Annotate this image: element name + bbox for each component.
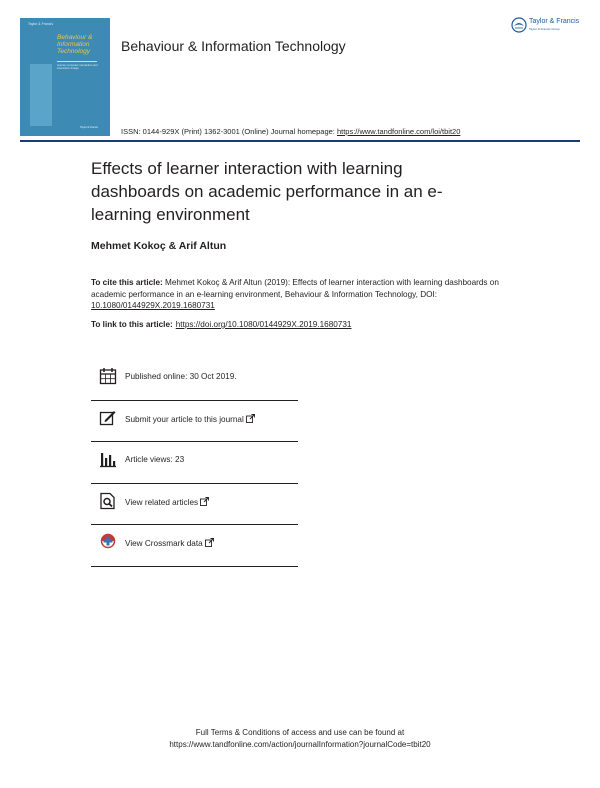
crossmark-text: View Crossmark data — [125, 539, 203, 548]
related-articles-row[interactable] — [91, 484, 298, 526]
calendar-icon — [99, 367, 117, 385]
citation-label: To cite this article: — [91, 278, 163, 287]
related-articles-link[interactable] — [125, 497, 209, 507]
link-label: To link to this article: — [91, 320, 173, 329]
related-articles-icon — [99, 492, 117, 510]
submit-edit-icon — [99, 409, 117, 427]
article-info-list — [91, 359, 298, 567]
citation-block — [91, 277, 511, 312]
journal-name: Behaviour & Information Technology — [121, 38, 346, 54]
cover-subtitle: Human-computer interaction and interaction design — [57, 63, 98, 71]
article-link-line — [91, 320, 351, 329]
publisher-logo[interactable] — [511, 16, 583, 36]
journal-cover-image — [20, 18, 110, 136]
article-authors: Mehmet Kokoç & Arif Altun — [91, 240, 227, 252]
crossmark-link[interactable] — [125, 538, 214, 548]
doi-link[interactable]: 10.1080/0144929X.2019.1680731 — [91, 301, 215, 310]
bar-chart-icon — [99, 450, 117, 468]
article-views-row — [91, 442, 298, 484]
journal-homepage-link[interactable]: https://www.tandfonline.com/loi/tbit20 — [336, 127, 461, 136]
cover-rule — [57, 61, 97, 62]
cover-top-text: Taylor & Francis — [28, 22, 54, 26]
related-articles-text: View related articles — [125, 497, 199, 507]
issn-text: ISSN: 0144-929X (Print) 1362-3001 (Online) Journal homepage: — [121, 127, 337, 136]
external-link-icon — [246, 414, 255, 423]
publisher-logo-icon — [511, 17, 527, 33]
cover-title: Behaviour & Information Technology — [57, 34, 93, 55]
issn-line — [121, 127, 460, 136]
submit-article-link[interactable] — [125, 414, 255, 424]
external-link-icon — [205, 538, 214, 547]
crossmark-row[interactable] — [91, 525, 298, 567]
terms-footer-url[interactable]: https://www.tandfonline.com/action/journalInformation?journalCode=tbit20 — [169, 739, 431, 749]
published-online-text: Published online: 30 Oct 2019. — [125, 372, 237, 381]
published-online-row — [91, 359, 298, 401]
submit-article-text: Submit your article to this journal — [125, 414, 244, 424]
article-title: Effects of learner interaction with learning dashboards on academic performance in an e-learning environment — [91, 159, 443, 224]
terms-footer — [0, 727, 600, 750]
article-doi-url-link[interactable]: https://doi.org/10.1080/0144929X.2019.1680731 — [175, 320, 352, 329]
cover-footer-text: Taylor & Francis — [80, 126, 98, 129]
submit-article-row[interactable] — [91, 401, 298, 443]
cover-decoration — [30, 64, 52, 126]
publisher-logo-text: Taylor & Francis — [529, 18, 580, 25]
header-divider — [20, 140, 580, 142]
publisher-logo-tagline: Taylor & Francis Group — [529, 27, 560, 31]
external-link-icon — [200, 497, 209, 506]
terms-footer-line1: Full Terms & Conditions of access and use can be found at — [195, 728, 405, 737]
citation-text: Mehmet Kokoç & Arif Altun (2019): Effects of learner interaction with learning dashboards on academic performance in an e-learning environment, Behaviour & Information Technology, DOI: — [91, 278, 499, 299]
article-views-text: Article views: 23 — [125, 455, 185, 464]
crossmark-icon — [99, 533, 117, 551]
